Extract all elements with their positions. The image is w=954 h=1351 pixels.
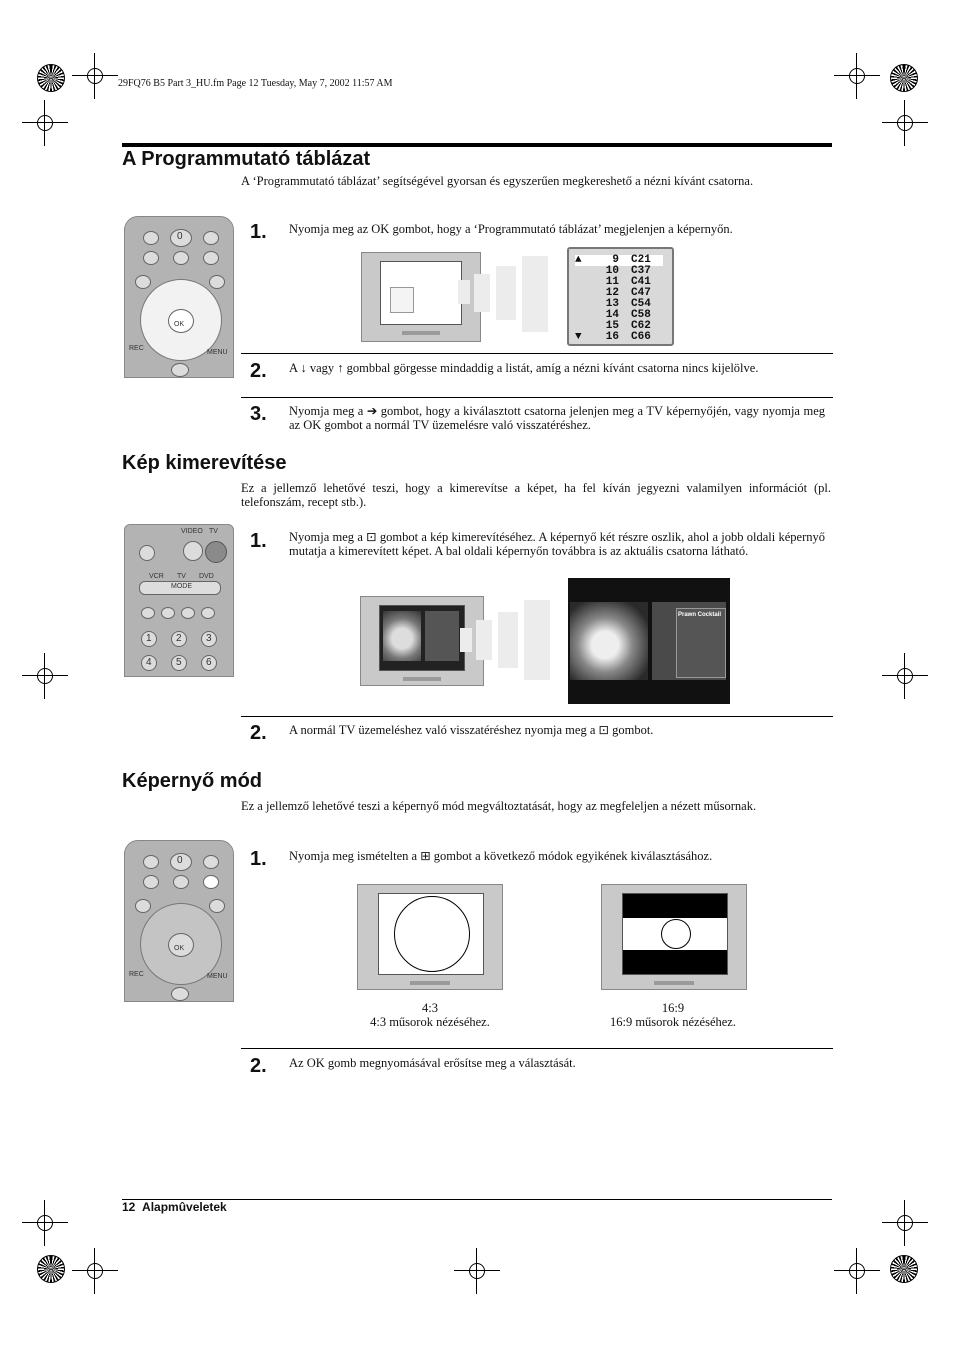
crop-mark-icon (849, 1263, 865, 1279)
registration-sunburst-icon (890, 1255, 918, 1283)
step-text: Nyomja meg ismételten a ⊞ gombot a következő módok egyikének kiválasztásához. (289, 849, 713, 863)
step-number: 2. (250, 1055, 267, 1077)
channel-code: C58 (631, 309, 651, 321)
spacer (575, 299, 587, 310)
channel-code: C62 (631, 320, 651, 332)
section-intro: Ez a jellemző lehetővé teszi a képernyő mód megváltoztatását, hogy az megfeleljen a nézett műsornak. (241, 799, 757, 813)
step-text: A normál TV üzemeléshez való visszatéréshez nyomja meg a ⊡ gombot. (289, 723, 654, 737)
step-number: 2. (250, 360, 267, 382)
channel-code: C41 (631, 276, 651, 288)
step-number: 2. (250, 722, 267, 744)
crop-mark-icon (37, 115, 53, 131)
crop-mark-icon (897, 115, 913, 131)
mode-label: 4:3 (422, 1001, 438, 1015)
program-number: 15 (605, 320, 619, 332)
program-number: 9 (612, 254, 619, 266)
spacer (575, 310, 587, 321)
step-text: A ↓ vagy ↑ gombbal görgesse mindaddig a listát, amíg a nézni kívánt csatorna nincs kijelölve. (289, 361, 759, 375)
spacer (575, 266, 587, 277)
crop-mark-icon (37, 668, 53, 684)
spacer (575, 288, 587, 299)
program-number: 16 (605, 331, 619, 343)
section-title-screen-mode: Képernyő mód (122, 770, 263, 792)
page-number: 12 (122, 1200, 136, 1214)
remote-control-illustration: 0 OK REC MENU (124, 216, 234, 378)
crop-mark-icon (897, 668, 913, 684)
step-text: Nyomja meg az OK gombot, hogy a ‘Programmutató táblázat’ megjelenjen a képernyőn. (289, 222, 733, 236)
channel-code: C21 (631, 254, 651, 266)
section-title-freeze: Kép kimerevítése (122, 452, 287, 474)
channel-row (575, 332, 663, 343)
footer-section: Alapmûveletek (142, 1200, 227, 1214)
crop-mark-icon (849, 68, 865, 84)
tv-mode-16-9-illustration (601, 884, 747, 990)
channel-code: C54 (631, 298, 651, 310)
crop-mark-icon (897, 1215, 913, 1231)
scroll-up-icon: ▲ (575, 254, 582, 266)
program-number: 14 (605, 309, 619, 321)
remote-control-illustration: VIDEO TV VCR TV DVD MODE 1 2 3 4 5 6 (124, 524, 234, 677)
step-text: Nyomja meg a ➔ gombot, hogy a kiválasztott csatorna jelenjen meg a TV képernyőjén, vagy nyomja meg az OK gombot a normál TV üzemelésre való visszatéréshez. (289, 404, 825, 432)
section-intro: A ‘Programmutató táblázat’ segítségével gyorsan és egyszerűen megkereshető a nézni kívánt csatorna. (241, 174, 754, 188)
crop-mark-icon (87, 68, 103, 84)
recipe-title: Prawn Cocktail (678, 612, 722, 618)
mode-label: 16:9 (661, 1001, 685, 1015)
remote-control-illustration: 0 OK REC MENU (124, 840, 234, 1002)
step-number: 3. (250, 403, 267, 425)
registration-sunburst-icon (37, 64, 65, 92)
channel-code: C47 (631, 287, 651, 299)
mode-description: 4:3 műsorok nézéséhez. (370, 1015, 490, 1029)
registration-sunburst-icon (37, 1255, 65, 1283)
step-number: 1. (250, 530, 267, 552)
crop-mark-icon (87, 1263, 103, 1279)
section-intro: Ez a jellemző lehetővé teszi, hogy a kimerevítse a képet, ha fel kíván jegyezni valamilyen információt (pl. telefonszám, recept stb.). (241, 481, 831, 509)
program-number: 13 (605, 298, 619, 310)
page-footer (122, 1200, 227, 1214)
program-number: 10 (605, 265, 619, 277)
step-number: 1. (250, 221, 267, 243)
top-rule (122, 143, 832, 147)
program-number: 12 (605, 287, 619, 299)
tv-mode-4-3-illustration (357, 884, 503, 990)
step-text: Nyomja meg a ⊡ gombot a kép kimerevítéséhez. A képernyő két részre oszlik, ahol a jobb oldali képernyő mutatja a kimerevített képet. A bal oldali képernyőn továbbra is az aktuális csatorna látható. (289, 530, 825, 558)
channel-code: C66 (631, 331, 651, 343)
section-title-program-table: A Programmutató táblázat (122, 148, 371, 170)
freeze-split-screen (568, 578, 730, 704)
spacer (575, 277, 587, 288)
program-table-screen (567, 247, 674, 346)
file-header: 29FQ76 B5 Part 3_HU.fm Page 12 Tuesday, May 7, 2002 11:57 AM (118, 78, 393, 89)
scroll-down-icon: ▼ (575, 331, 582, 343)
channel-code: C37 (631, 265, 651, 277)
crop-mark-icon (469, 1263, 485, 1279)
registration-sunburst-icon (890, 64, 918, 92)
step-text: Az OK gomb megnyomásával erősítse meg a választását. (289, 1056, 576, 1070)
step-number: 1. (250, 848, 267, 870)
program-number: 11 (605, 276, 619, 288)
crop-mark-icon (37, 1215, 53, 1231)
mode-description: 16:9 műsorok nézéséhez. (609, 1015, 736, 1029)
